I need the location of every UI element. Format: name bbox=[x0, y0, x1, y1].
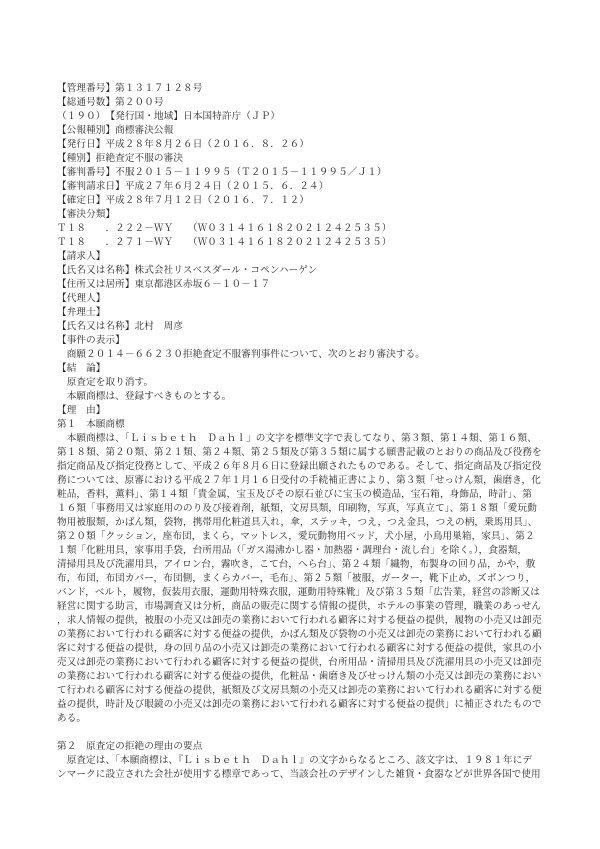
main-trademark-line: 第１ 本願商標 bbox=[57, 419, 125, 430]
bibliographic-line: Ｔ１８ ．２７１－ＷＹ （Ｗ０３１４１６１８２０２１２４２５３５） bbox=[57, 237, 392, 248]
main-trademark-line: 益の提供，時計及び眼鏡の小売又は卸売の業務において行われる顧客に対する便益の提供」に補正されたもので bbox=[57, 699, 542, 710]
bibliographic-line: 【審決分類】 bbox=[57, 209, 116, 220]
applicant-line: 【氏名又は名称】北村 周彦 bbox=[57, 321, 184, 332]
reason-heading-line: 【理 由】 bbox=[57, 405, 106, 416]
bibliographic-line: 【審判番号】不服２０１５－１１９９５（Ｔ２０１５－１１９９５／Ｊ１） bbox=[57, 167, 387, 178]
reason-heading-section bbox=[57, 404, 552, 418]
case-caption-line: 商願２０１４－６６２３０拒絶査定不服審判事件について、次のとおり審決する。 bbox=[57, 349, 425, 360]
bibliographic-line: 【管理番号】第１３１７１２８号 bbox=[57, 83, 203, 94]
applicant-line: 【弁理士】 bbox=[57, 307, 106, 318]
refusal-reason-line: 第２ 原査定の拒絶の理由の要点 bbox=[57, 741, 203, 752]
main-trademark-line: ，求人情報の提供，被服の小売又は卸売の業務において行われる顧客に対する便益の提供，履物の小売又は卸売 bbox=[57, 615, 542, 626]
refusal-reason-line: 原査定は、「本願商標は、『Ｌｉｓｂｅｔｈ Ｄａｈｌ』の文字からなるところ、該文字は、１９８１年にデ bbox=[57, 755, 533, 766]
main-trademark-line: 清掃用具及び洗濯用具，アイロン台，霧吹き，こて台，へら台」、第２４類「織物，布製身の回り品，かや，敷 bbox=[57, 559, 536, 570]
main-trademark-line: 経営に関する助言，市場調査又は分析，商品の販売に関する情報の提供，ホテルの事業の管理，職業のあっせん bbox=[57, 601, 542, 612]
applicant-line: 【請求人】 bbox=[57, 251, 106, 262]
main-trademark-line: 指定商品及び指定役務として、平成２６年８月６日に登録出願されたものである。そして、指定商品及び指定役 bbox=[57, 461, 542, 472]
bibliographic-line: 【公報種別】商標審決公報 bbox=[57, 125, 174, 136]
case-caption-section bbox=[57, 334, 552, 362]
bibliographic-section bbox=[57, 82, 552, 250]
main-trademark-line: バンド，ベルト，履物，仮装用衣服，運動用特殊衣服，運動用特殊靴」及び第３５類「広告業，経営の診断又は bbox=[57, 587, 540, 598]
main-trademark-line: 売又は卸売の業務において行われる顧客に対する便益の提供，台所用品・清掃用具及び洗濯用具の小売又は卸売 bbox=[57, 657, 542, 668]
applicant-line: 【住所又は居所】東京都港区赤坂６－１０－１７ bbox=[57, 279, 271, 290]
main-trademark-line: の業務において行われる顧客に対する便益の提供，化粧品・歯磨き及びせっけん類の小売又は卸売の業務におい bbox=[57, 671, 542, 682]
conclusion-line: 【結 論】 bbox=[57, 363, 106, 374]
main-trademark-line: 布，布団，布団カバー，布団側，まくらカバー，毛布」、第２５類「被服，ガーター，靴下止め，ズボンつり， bbox=[57, 573, 536, 584]
refusal-reason-line: ンマークに設立された会社が使用する標章であって、当該会社のデザインした雑貨・食器などが世界各国で使用 bbox=[57, 769, 541, 780]
applicant-line: 【氏名又は名称】株式会社リスベスダール・コペンハーゲン bbox=[57, 265, 318, 276]
bibliographic-line: 【確定日】平成２８年７月１２日（２０１６．７．１２） bbox=[57, 195, 310, 206]
main-trademark-line: 務については、原審における平成２７年１月１６日受付の手続補正書により、第３類「せっけん類，歯磨き，化 bbox=[57, 475, 541, 486]
main-trademark-line: ある。 bbox=[57, 713, 87, 724]
refusal-reason-section bbox=[57, 740, 552, 782]
trademark-appeal-decision-document bbox=[57, 82, 552, 782]
bibliographic-line: Ｔ１８ ．２２２－ＷＹ （Ｗ０３１４１６１８２０２１２４２５３５） bbox=[57, 223, 392, 234]
case-caption-line: 【事件の表示】 bbox=[57, 335, 125, 346]
main-trademark-line: 第２０類「クッション，座布団，まくら，マットレス，愛玩動物用ベッド，犬小屋，小鳥用巣箱，家具」、第２ bbox=[57, 531, 535, 542]
main-trademark-section bbox=[57, 418, 552, 726]
blank-line bbox=[57, 726, 552, 740]
bibliographic-line: （１９０） 【発行国・地域】日本国特許庁（ＪＰ） bbox=[57, 111, 281, 122]
main-trademark-line: 第１８類、第２０類、第２１類、第２４類、第２５類及び第３５類に属する願書記載のとおりの商品及び役務を bbox=[57, 447, 542, 458]
main-trademark-line: 客に対する便益の提供，身の回り品の小売又は卸売の業務において行われる顧客に対する便益の提供，家具の小 bbox=[57, 643, 542, 654]
main-trademark-line: て行われる顧客に対する便益の提供，紙類及び文房具類の小売又は卸売の業務において行われる顧客に対する便 bbox=[57, 685, 542, 696]
main-trademark-line: 本願商標は、「Ｌｉｓｂｅｔｈ Ｄａｈｌ」の文字を標準文字で表してなり、第３類、第１４類、第１６類、 bbox=[57, 433, 537, 444]
conclusion-line: 原査定を取り消す。 bbox=[57, 377, 154, 388]
applicant-section bbox=[57, 250, 552, 334]
paragraph-spacer bbox=[57, 726, 552, 740]
main-trademark-line: 物用被服類，かばん類，袋物，携帯用化粧道具入れ，傘，ステッキ，つえ，つえ金具，つえの柄，乗馬用具」、 bbox=[57, 517, 538, 528]
main-trademark-line: の業務において行われる顧客に対する便益の提供，かばん類及び袋物の小売又は卸売の業務において行われる顧 bbox=[57, 629, 542, 640]
bibliographic-line: 【種別】拒絶査定不服の審決 bbox=[57, 153, 184, 164]
bibliographic-line: 【総通号数】第２００号 bbox=[57, 97, 164, 108]
bibliographic-line: 【発行日】平成２８年８月２６日（２０１６．８．２６） bbox=[57, 139, 310, 150]
main-trademark-line: 粧品，香料，薫料」、第１４類「貴金属，宝玉及びその原石並びに宝玉の模造品，宝石箱，身飾品，時計」、第 bbox=[57, 489, 533, 500]
conclusion-line: 本願商標は、登録すべきものとする。 bbox=[57, 391, 232, 402]
bibliographic-line: 【審判請求日】平成２７年６月２４日（２０１５．６．２４） bbox=[57, 181, 329, 192]
main-trademark-line: １類「化粧用具，家事用手袋，台所用品（「ガス湯沸かし器・加熱器・調理台・流し台」を除く。），食器類， bbox=[57, 545, 528, 556]
conclusion-section bbox=[57, 362, 552, 404]
main-trademark-line: １６類「事務用又は家庭用ののり及び接着剤，紙類，文房具類，印刷物，写真，写真立て」、第１８類「愛玩動 bbox=[57, 503, 537, 514]
applicant-line: 【代理人】 bbox=[57, 293, 106, 304]
